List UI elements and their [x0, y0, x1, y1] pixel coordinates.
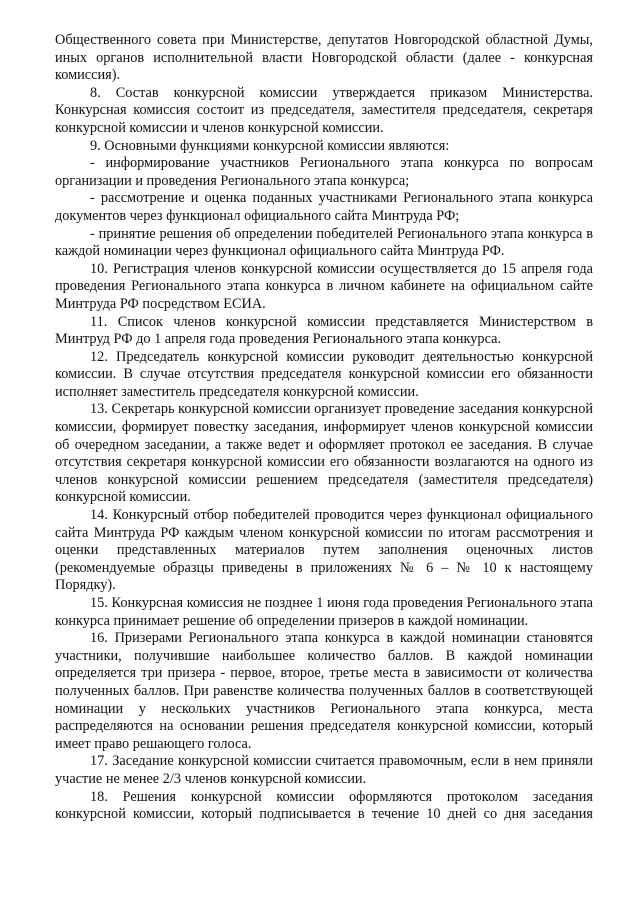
paragraph-10: 10. Регистрация членов конкурсной комиссии осуществляется до 15 апреля года проведения Регионального этапа конкурса в личном кабинете на официальном сайте Минтруда РФ посредством ЕСИА.	[55, 260, 593, 312]
paragraph-9-item-2: - рассмотрение и оценка поданных участниками Регионального этапа конкурса документов через функционал официального сайта Минтруда РФ;	[55, 190, 593, 224]
paragraph-7-continuation: Общественного совета при Министерстве, депутатов Новгородской областной Думы, иных органов исполнительной власти Новгородской области (далее - конкурсная комиссия).	[55, 32, 593, 84]
paragraph-18: 18. Решения конкурсной комиссии оформляются протоколом заседания конкурсной комиссии, который подписывается в течение 10 дней со дня заседания	[55, 788, 593, 823]
paragraph-16: 16. Призерами Регионального этапа конкурса в каждой номинации становятся участники, получившие наибольшее количество баллов. В каждой номинации определяется три призера - первое, второе, третье места в зависимости от количества полученных баллов. При равенстве количества полученных баллов в соответствующей номинации у нескольких участников Регионального этапа конкурса, места распределяются на основании решения председателя конкурсной комиссии, который имеет право решающего голоса.	[55, 630, 593, 752]
paragraph-15: 15. Конкурсная комиссия не позднее 1 июня года проведения Регионального этапа конкурса принимает решение об определении призеров в каждой номинации.	[55, 595, 593, 629]
paragraph-9-item-1: - информирование участников Регионального этапа конкурса по вопросам организации и проведения Регионального этапа конкурса;	[55, 155, 593, 189]
paragraph-9: 9. Основными функциями конкурсной комиссии являются:	[90, 137, 450, 154]
paragraph-9-item-3: - принятие решения об определении победителей Регионального этапа конкурса в каждой номинации через функционал официального сайта Минтруда РФ.	[55, 225, 593, 260]
paragraph-8: 8. Состав конкурсной комиссии утверждается приказом Министерства. Конкурсная комиссия состоит из председателя, заместителя председателя, секретаря конкурсной комиссии и членов конкурсной комиссии.	[55, 84, 593, 136]
paragraph-14: 14. Конкурсный отбор победителей проводится через функционал официального сайта Минтруда РФ каждым членом конкурсной комиссии по итогам рассмотрения и оценки представленных материалов путем заполнения оценочных листов (рекомендуемые образцы приведены в приложениях № 6 – № 10 к настоящему Порядку).	[55, 507, 593, 594]
paragraph-17: 17. Заседание конкурсной комиссии считается правомочным, если в нем приняли участие не менее 2/3 членов конкурсной комиссии.	[55, 753, 593, 787]
document-page	[55, 32, 593, 824]
paragraph-12: 12. Председатель конкурсной комиссии руководит деятельностью конкурсной комиссии. В случае отсутствия председателя конкурсной комиссии его обязанности исполняет заместитель председателя конкурсной комиссии.	[55, 348, 593, 400]
paragraph-11: 11. Список членов конкурсной комиссии представляется Министерством в Минтруд РФ до 1 апреля года проведения Регионального этапа конкурса.	[55, 313, 593, 348]
paragraph-13: 13. Секретарь конкурсной комиссии организует проведение заседания конкурсной комиссии, формирует повестку заседания, информирует членов конкурсной комиссии об очередном заседании, а также ведет и оформляет протокол ее заседания. В случае отсутствия секретаря конкурсной комиссии его обязанности возлагаются на одного из членов конкурсной комиссии решением председателя (заместителя председателя) конкурсной комиссии.	[55, 401, 593, 506]
